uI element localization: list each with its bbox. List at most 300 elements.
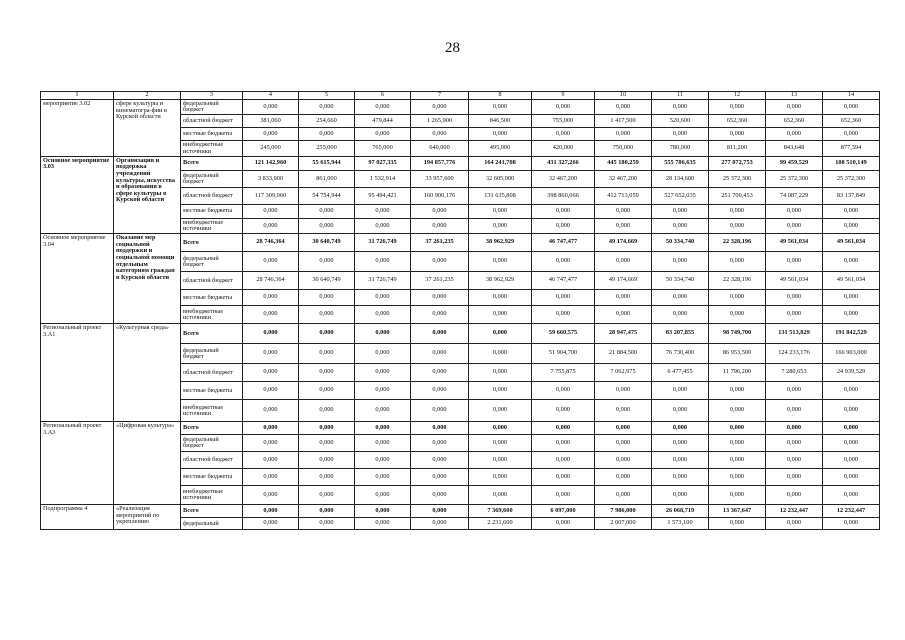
value-cell: 191 842,529 [823, 324, 880, 344]
row-code: Основное мероприятие 3.04 [41, 234, 114, 324]
value-cell: 0,000 [652, 100, 709, 115]
value-cell: 7 280,653 [766, 364, 823, 382]
row-code: мероприятие 3.02 [41, 100, 114, 157]
value-cell: 0,000 [469, 324, 532, 344]
value-cell: 13 367,647 [709, 505, 766, 518]
funding-source: внебюджетные источники [181, 141, 243, 156]
value-cell: 0,000 [469, 306, 532, 324]
value-cell: 0,000 [469, 486, 532, 505]
funding-source: внебюджетные источники [181, 218, 243, 233]
value-cell: 0,000 [766, 452, 823, 469]
value-cell: 0,000 [243, 324, 299, 344]
value-cell: 25 372,300 [766, 170, 823, 187]
value-cell: 0,000 [766, 252, 823, 272]
value-cell: 46 747,477 [532, 234, 595, 252]
value-cell: 0,000 [532, 452, 595, 469]
column-header: 11 [652, 92, 709, 100]
funding-source: местные бюджеты [181, 290, 243, 306]
value-cell: 0,000 [355, 505, 411, 518]
value-cell: 50 334,740 [652, 234, 709, 252]
value-cell: 12 232,447 [823, 505, 880, 518]
value-cell: 445 180,259 [595, 156, 652, 170]
value-cell: 0,000 [299, 204, 355, 218]
value-cell: 21 884,500 [595, 344, 652, 364]
value-cell: 51 904,700 [532, 344, 595, 364]
value-cell: 0,000 [469, 290, 532, 306]
value-cell: 0,000 [823, 290, 880, 306]
value-cell: 520,600 [652, 115, 709, 128]
row-code: Основное мероприятие 3.03 [41, 156, 114, 233]
value-cell: 0,000 [355, 382, 411, 400]
value-cell: 2 231,600 [469, 518, 532, 530]
value-cell: 0,000 [595, 100, 652, 115]
value-cell: 22 328,196 [709, 234, 766, 252]
value-cell: 32 467,200 [595, 170, 652, 187]
value-cell: 0,000 [411, 435, 469, 452]
value-cell: 0,000 [355, 306, 411, 324]
value-cell: 0,000 [532, 486, 595, 505]
value-cell: 0,000 [709, 518, 766, 530]
column-header: 1 [41, 92, 114, 100]
value-cell: 0,000 [243, 290, 299, 306]
table-row-total [41, 422, 880, 435]
value-cell: 0,000 [532, 290, 595, 306]
value-cell: 0,000 [355, 324, 411, 344]
value-cell: 0,000 [532, 518, 595, 530]
value-cell: 0,000 [299, 422, 355, 435]
value-cell: 0,000 [299, 382, 355, 400]
funding-source: местные бюджеты [181, 204, 243, 218]
value-cell: 0,000 [652, 435, 709, 452]
value-cell: 0,000 [299, 306, 355, 324]
value-cell: 108 510,149 [823, 156, 880, 170]
value-cell: 0,000 [355, 518, 411, 530]
column-header: 14 [823, 92, 880, 100]
value-cell: 0,000 [469, 452, 532, 469]
value-cell: 0,000 [595, 306, 652, 324]
value-cell: 0,000 [595, 400, 652, 422]
value-cell: 49 561,034 [823, 272, 880, 290]
value-cell: 0,000 [355, 344, 411, 364]
value-cell: 0,000 [243, 252, 299, 272]
value-cell: 166 903,000 [823, 344, 880, 364]
value-cell: 0,000 [469, 400, 532, 422]
value-cell: 0,000 [532, 400, 595, 422]
value-cell: 30 640,749 [299, 272, 355, 290]
value-cell: 117 309,060 [243, 187, 299, 204]
value-cell: 0,000 [709, 469, 766, 486]
value-cell: 54 754,944 [299, 187, 355, 204]
value-cell: 0,000 [243, 100, 299, 115]
value-cell: 124 233,176 [766, 344, 823, 364]
value-cell: 0,000 [652, 306, 709, 324]
value-cell: 6 477,455 [652, 364, 709, 382]
value-cell: 0,000 [652, 469, 709, 486]
row-code: Региональный проект 3.А1 [41, 324, 114, 422]
value-cell: 3 833,900 [243, 170, 299, 187]
value-cell: 0,000 [299, 290, 355, 306]
value-cell: 0,000 [709, 204, 766, 218]
value-cell: 0,000 [532, 306, 595, 324]
value-cell: 0,000 [299, 518, 355, 530]
value-cell: 0,000 [299, 486, 355, 505]
row-name: «Реализация мероприятий по укреплению [114, 505, 181, 530]
value-cell: 0,000 [823, 400, 880, 422]
value-cell: 1 265,900 [411, 115, 469, 128]
funding-source: внебюджетные источники [181, 306, 243, 324]
value-cell: 0,000 [411, 324, 469, 344]
value-cell: 0,000 [411, 400, 469, 422]
value-cell: 0,000 [243, 128, 299, 141]
value-cell: 0,000 [355, 452, 411, 469]
value-cell: 37 261,235 [411, 234, 469, 252]
value-cell: 49 561,034 [766, 234, 823, 252]
funding-source: федеральный бюджет [181, 435, 243, 452]
value-cell: 1 417,500 [595, 115, 652, 128]
value-cell: 0,000 [299, 364, 355, 382]
value-cell: 0,000 [652, 452, 709, 469]
value-cell: 0,000 [766, 486, 823, 505]
value-cell: 0,000 [299, 218, 355, 233]
value-cell: 2 007,000 [595, 518, 652, 530]
value-cell: 83 137,849 [823, 187, 880, 204]
value-cell: 750,000 [595, 141, 652, 156]
value-cell: 0,000 [243, 435, 299, 452]
value-cell: 652,360 [823, 115, 880, 128]
funding-source: Всего [181, 422, 243, 435]
page-number: 28 [445, 40, 460, 56]
value-cell: 0,000 [595, 290, 652, 306]
funding-source: местные бюджеты [181, 128, 243, 141]
value-cell: 0,000 [243, 422, 299, 435]
value-cell: 0,000 [243, 306, 299, 324]
value-cell: 0,000 [469, 364, 532, 382]
row-code: Региональный проект 3.А3 [41, 422, 114, 505]
value-cell: 0,000 [823, 306, 880, 324]
value-cell: 0,000 [411, 486, 469, 505]
column-header: 4 [243, 92, 299, 100]
funding-source: местные бюджеты [181, 382, 243, 400]
value-cell: 0,000 [532, 435, 595, 452]
value-cell: 0,000 [469, 422, 532, 435]
value-cell: 0,000 [823, 518, 880, 530]
value-cell: 0,000 [411, 422, 469, 435]
value-cell: 1 573,100 [652, 518, 709, 530]
value-cell: 0,000 [299, 400, 355, 422]
value-cell: 861,000 [299, 170, 355, 187]
funding-source: Всего [181, 505, 243, 518]
value-cell: 0,000 [652, 204, 709, 218]
funding-source: федеральный бюджет [181, 252, 243, 272]
value-cell: 0,000 [355, 100, 411, 115]
value-cell: 0,000 [469, 469, 532, 486]
value-cell: 0,000 [355, 218, 411, 233]
value-cell: 0,000 [766, 204, 823, 218]
value-cell: 495,000 [469, 141, 532, 156]
table-row-total [41, 156, 880, 170]
value-cell: 0,000 [532, 252, 595, 272]
funding-source: федеральный [181, 518, 243, 530]
value-cell: 0,000 [411, 306, 469, 324]
value-cell: 7 369,600 [469, 505, 532, 518]
table-row [41, 100, 880, 115]
value-cell: 11 796,200 [709, 364, 766, 382]
funding-source: федеральный бюджет [181, 100, 243, 115]
value-cell: 0,000 [355, 400, 411, 422]
value-cell: 0,000 [299, 435, 355, 452]
value-cell: 38 962,929 [469, 272, 532, 290]
value-cell: 0,000 [652, 382, 709, 400]
value-cell: 811,200 [709, 141, 766, 156]
funding-source: федеральный бюджет [181, 170, 243, 187]
table-row-total [41, 324, 880, 344]
value-cell: 25 372,300 [823, 170, 880, 187]
value-cell: 0,000 [355, 422, 411, 435]
value-cell: 0,000 [595, 252, 652, 272]
funding-source: федеральный бюджет [181, 344, 243, 364]
value-cell: 7 986,000 [595, 505, 652, 518]
value-cell: 0,000 [355, 128, 411, 141]
value-cell: 843,648 [766, 141, 823, 156]
value-cell: 0,000 [595, 218, 652, 233]
value-cell: 31 726,749 [355, 234, 411, 252]
value-cell: 22 328,196 [709, 272, 766, 290]
row-name: «Цифровая культура» [114, 422, 181, 505]
value-cell: 0,000 [766, 469, 823, 486]
value-cell: 7 755,875 [532, 364, 595, 382]
value-cell: 0,000 [243, 505, 299, 518]
value-cell: 0,000 [411, 252, 469, 272]
value-cell: 0,000 [823, 100, 880, 115]
value-cell: 0,000 [823, 469, 880, 486]
funding-source: Всего [181, 156, 243, 170]
value-cell: 49 174,669 [595, 272, 652, 290]
value-cell: 0,000 [766, 518, 823, 530]
value-cell: 0,000 [709, 382, 766, 400]
value-cell: 0,000 [532, 100, 595, 115]
value-cell: 0,000 [243, 469, 299, 486]
value-cell: 0,000 [469, 252, 532, 272]
value-cell: 0,000 [652, 486, 709, 505]
value-cell: 164 241,708 [469, 156, 532, 170]
value-cell: 0,000 [823, 422, 880, 435]
value-cell: 0,000 [823, 382, 880, 400]
value-cell: 0,000 [411, 364, 469, 382]
column-header: 6 [355, 92, 411, 100]
value-cell: 26 068,719 [652, 505, 709, 518]
value-cell: 76 730,400 [652, 344, 709, 364]
value-cell: 30 640,749 [299, 234, 355, 252]
value-cell: 755,000 [532, 115, 595, 128]
value-cell: 0,000 [243, 344, 299, 364]
value-cell: 0,000 [411, 505, 469, 518]
value-cell: 7 062,975 [595, 364, 652, 382]
value-cell: 99 459,529 [766, 156, 823, 170]
value-cell: 0,000 [469, 218, 532, 233]
value-cell: 0,000 [766, 382, 823, 400]
value-cell: 46 747,477 [532, 272, 595, 290]
column-header: 12 [709, 92, 766, 100]
value-cell: 0,000 [709, 422, 766, 435]
value-cell: 0,000 [411, 382, 469, 400]
funding-source: областной бюджет [181, 272, 243, 290]
row-name: Оказание мер социальной поддержки и социальной помощи отдельным категориям граждан в Курской области [114, 234, 181, 324]
value-cell: 0,000 [411, 469, 469, 486]
value-cell: 0,000 [469, 100, 532, 115]
row-code: Подпрограмма 4 [41, 505, 114, 530]
value-cell: 131 513,829 [766, 324, 823, 344]
value-cell: 28 947,475 [595, 324, 652, 344]
value-cell: 6 097,000 [532, 505, 595, 518]
value-cell: 0,000 [766, 290, 823, 306]
value-cell: 0,000 [652, 290, 709, 306]
value-cell: 32 605,900 [469, 170, 532, 187]
value-cell: 0,000 [823, 486, 880, 505]
value-cell: 780,000 [652, 141, 709, 156]
value-cell: 0,000 [652, 252, 709, 272]
funding-source: Всего [181, 234, 243, 252]
value-cell: 0,000 [299, 344, 355, 364]
value-cell: 381,060 [243, 115, 299, 128]
value-cell: 0,000 [243, 452, 299, 469]
funding-source: областной бюджет [181, 115, 243, 128]
value-cell: 0,000 [532, 204, 595, 218]
value-cell: 0,000 [652, 218, 709, 233]
value-cell: 0,000 [243, 486, 299, 505]
value-cell: 32 467,200 [532, 170, 595, 187]
value-cell: 0,000 [823, 204, 880, 218]
value-cell: 0,000 [823, 252, 880, 272]
value-cell: 0,000 [411, 100, 469, 115]
value-cell: 31 726,749 [355, 272, 411, 290]
value-cell: 0,000 [595, 422, 652, 435]
table-row-total [41, 234, 880, 252]
value-cell: 38 962,929 [469, 234, 532, 252]
value-cell: 49 561,034 [766, 272, 823, 290]
value-cell: 0,000 [469, 435, 532, 452]
value-cell: 25 372,300 [709, 170, 766, 187]
value-cell: 28 746,364 [243, 272, 299, 290]
row-name: Организация и поддержка учреждений культуры, искусства и образования в сфере культуры в Курской области [114, 156, 181, 233]
value-cell: 49 174,669 [595, 234, 652, 252]
value-cell: 527 652,035 [652, 187, 709, 204]
value-cell: 0,000 [243, 218, 299, 233]
value-cell: 277 072,753 [709, 156, 766, 170]
value-cell: 0,000 [299, 505, 355, 518]
value-cell: 0,000 [411, 290, 469, 306]
value-cell: 0,000 [652, 422, 709, 435]
value-cell: 0,000 [355, 486, 411, 505]
value-cell: 95 494,421 [355, 187, 411, 204]
value-cell: 0,000 [823, 435, 880, 452]
column-header: 2 [114, 92, 181, 100]
value-cell: 0,000 [355, 204, 411, 218]
value-cell: 431 327,266 [532, 156, 595, 170]
value-cell: 0,000 [411, 518, 469, 530]
value-cell: 0,000 [709, 128, 766, 141]
column-header: 7 [411, 92, 469, 100]
value-cell: 398 860,066 [532, 187, 595, 204]
value-cell: 0,000 [532, 422, 595, 435]
value-cell: 194 857,776 [411, 156, 469, 170]
value-cell: 0,000 [411, 344, 469, 364]
value-cell: 0,000 [709, 290, 766, 306]
value-cell: 0,000 [823, 218, 880, 233]
column-header: 3 [181, 92, 243, 100]
value-cell: 0,000 [469, 382, 532, 400]
value-cell: 0,000 [469, 128, 532, 141]
value-cell: 0,000 [595, 128, 652, 141]
value-cell: 0,000 [299, 324, 355, 344]
value-cell: 0,000 [823, 452, 880, 469]
value-cell: 0,000 [299, 252, 355, 272]
value-cell: 28 746,364 [243, 234, 299, 252]
value-cell: 0,000 [469, 344, 532, 364]
value-cell: 0,000 [355, 252, 411, 272]
value-cell: 555 786,635 [652, 156, 709, 170]
value-cell: 33 957,600 [411, 170, 469, 187]
value-cell: 0,000 [766, 128, 823, 141]
value-cell: 420,000 [532, 141, 595, 156]
value-cell: 479,844 [355, 115, 411, 128]
value-cell: 0,000 [709, 218, 766, 233]
budget-table [40, 91, 880, 530]
value-cell: 0,000 [411, 128, 469, 141]
value-cell: 0,000 [709, 306, 766, 324]
value-cell: 0,000 [766, 306, 823, 324]
value-cell: 0,000 [243, 382, 299, 400]
funding-source: областной бюджет [181, 452, 243, 469]
value-cell: 877,394 [823, 141, 880, 156]
row-name: «Культурная среда» [114, 324, 181, 422]
value-cell: 0,000 [709, 252, 766, 272]
value-cell: 12 232,447 [766, 505, 823, 518]
value-cell: 0,000 [595, 435, 652, 452]
value-cell: 0,000 [299, 128, 355, 141]
value-cell: 0,000 [595, 486, 652, 505]
value-cell: 0,000 [532, 469, 595, 486]
value-cell: 131 635,808 [469, 187, 532, 204]
column-header: 13 [766, 92, 823, 100]
header-row [41, 92, 880, 100]
value-cell: 0,000 [299, 469, 355, 486]
value-cell: 0,000 [709, 400, 766, 422]
value-cell: 49 561,034 [823, 234, 880, 252]
value-cell: 0,000 [243, 518, 299, 530]
value-cell: 0,000 [709, 435, 766, 452]
value-cell: 0,000 [532, 218, 595, 233]
value-cell: 24 939,529 [823, 364, 880, 382]
value-cell: 59 660,575 [532, 324, 595, 344]
value-cell: 0,000 [709, 100, 766, 115]
row-name: сфере культуры и кинематогра-фии в Курской области [114, 100, 181, 157]
funding-source: местные бюджеты [181, 469, 243, 486]
value-cell: 0,000 [243, 364, 299, 382]
value-cell: 0,000 [766, 400, 823, 422]
value-cell: 0,000 [532, 382, 595, 400]
value-cell: 652,360 [766, 115, 823, 128]
value-cell: 245,000 [243, 141, 299, 156]
value-cell: 0,000 [411, 452, 469, 469]
value-cell: 0,000 [411, 218, 469, 233]
table-row-total [41, 505, 880, 518]
funding-source: внебюджетные источники [181, 486, 243, 505]
value-cell: 98 749,700 [709, 324, 766, 344]
value-cell: 0,000 [652, 400, 709, 422]
value-cell: 846,500 [469, 115, 532, 128]
funding-source: областной бюджет [181, 187, 243, 204]
column-header: 5 [299, 92, 355, 100]
